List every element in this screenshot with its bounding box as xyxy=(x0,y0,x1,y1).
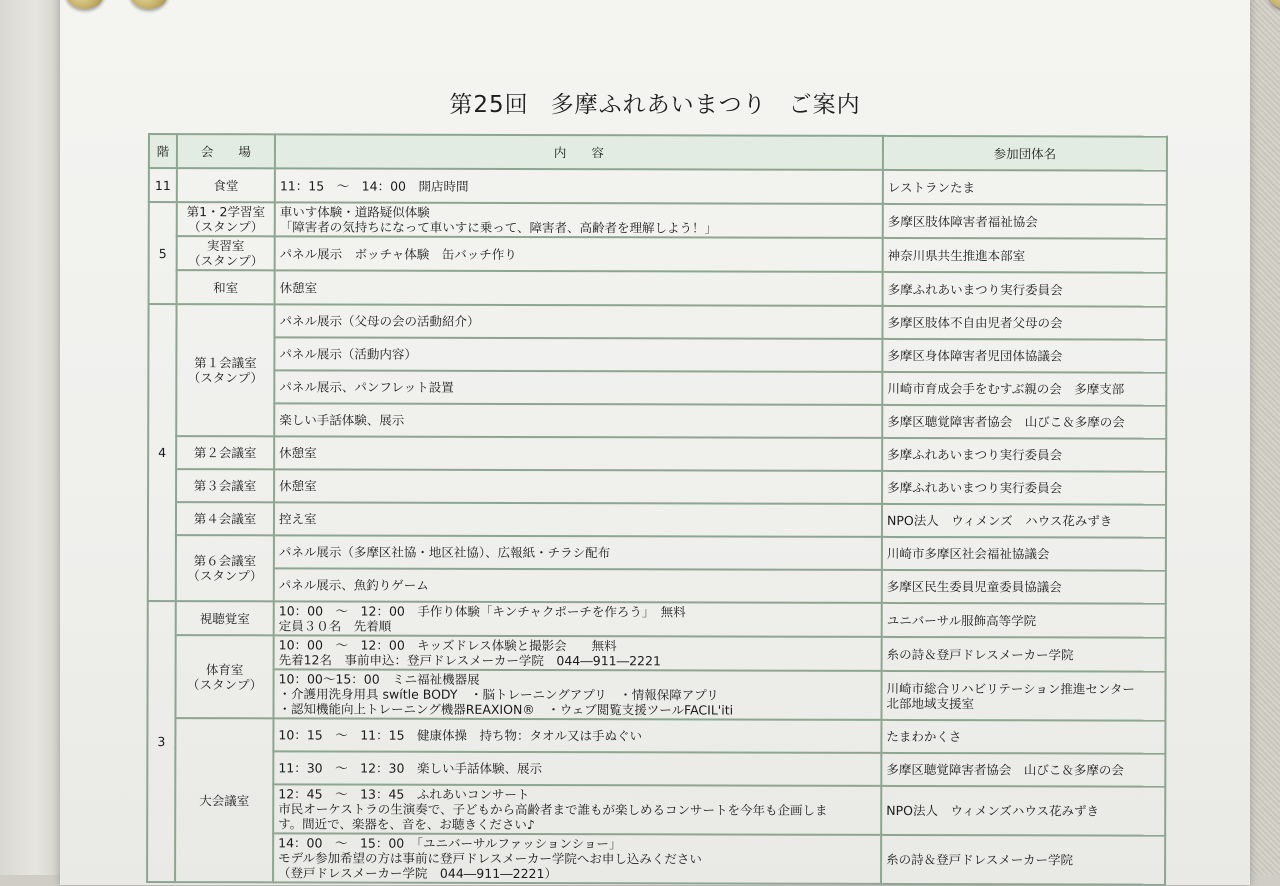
org-cell: 多摩ふれあいまつり実行委員会 xyxy=(882,471,1166,505)
wall-left xyxy=(0,0,60,875)
table-row xyxy=(148,568,1166,604)
content-cell: 10：00～15：00 ミニ福祉機器展 ・介護用洗身用具 swítle BODY ・脳トレーニングアプリ ・情報保障アプリ ・認知機能向上トレーニング機器REAXION® ・ウェブ閲覧支援ツールFACIL'iti xyxy=(273,669,881,720)
table-row xyxy=(148,337,1166,373)
table-row xyxy=(147,751,1165,787)
org-cell: 多摩区肢体不自由児者父母の会 xyxy=(882,306,1166,340)
room-cell: 第２会議室 xyxy=(176,436,274,469)
magnet-icon xyxy=(130,0,168,9)
table-row xyxy=(148,635,1166,672)
table-row xyxy=(149,270,1167,307)
table-row xyxy=(148,370,1166,406)
room-cell: 第1・2学習室 （スタンプ） xyxy=(177,202,275,236)
header-content: 内 容 xyxy=(275,134,883,170)
content-cell: 10：00 ～ 12：00 キッズドレス体験と撮影会 無料 先着12名 事前申込：登戸ドレスメーカー学院 044―911―2221 xyxy=(274,635,882,671)
org-cell: レストランたま xyxy=(883,170,1167,205)
org-cell: 川崎市育成会手をむすぶ親の会 多摩支部 xyxy=(882,372,1166,406)
org-cell: 糸の詩＆登戸ドレスメーカー学院 xyxy=(882,637,1166,672)
page-title xyxy=(60,86,1250,119)
header-floor: 階 xyxy=(149,134,177,168)
content-cell: 12：45 ～ 13：45 ふれあいコンサート 市民オーケストラの生演奏で、子どもから高齢者まで誰もが楽しめるコンサートを今年も企画しま す。間近で、楽器を、音を、お聴きください♪ xyxy=(273,784,881,835)
org-cell: NPO法人 ウィメンズ ハウス花みずき xyxy=(882,504,1166,538)
content-cell: 11：30 ～ 12：30 楽しい手話体験、展示 xyxy=(273,751,881,786)
room-cell: 第４会議室 xyxy=(176,502,274,535)
org-cell: 多摩区聴覚障害者協会 山びこ＆多摩の会 xyxy=(882,405,1166,439)
table-row xyxy=(149,168,1167,205)
content-cell: パネル展示 ボッチャ体験 缶バッチ作り xyxy=(275,236,883,272)
room-cell: 実習室 （スタンプ） xyxy=(177,236,275,270)
floor-cell: 3 xyxy=(147,601,176,882)
content-cell: パネル展示（活動内容） xyxy=(274,337,882,372)
title-guide: ご案内 xyxy=(788,92,861,118)
content-cell: パネル展示（多摩区社協・地区社協）、広報紙・チラシ配布 xyxy=(274,535,882,570)
content-cell: パネル展示、パンフレット設置 xyxy=(274,370,882,405)
content-cell: パネル展示、魚釣りゲーム xyxy=(274,568,882,603)
table-row xyxy=(148,502,1166,538)
content-cell: 車いす体験・道路疑似体験 「障害者の気持ちになって車いすに乗って、障害者、高齢者を理解しよう！」 xyxy=(275,202,883,238)
org-cell: 川崎市総合リハビリテーション推進センター 北部地域支援室 xyxy=(881,671,1165,721)
table-row xyxy=(148,436,1166,472)
content-cell: 休憩室 xyxy=(275,270,883,306)
title-event: 多摩ふれあいまつり xyxy=(550,92,767,118)
org-cell: ユニバーサル服飾高等学院 xyxy=(882,603,1166,638)
floor-cell: 5 xyxy=(149,202,177,304)
content-cell: 14：00 ～ 15：00 「ユニバーサルファッションショー」 モデル参加希望の方は事前に登戸ドレスメーカー学院へお申し込みください （登戸ドレスメーカー学院 044―911―2221） xyxy=(273,833,881,884)
content-cell: 10：15 ～ 11：15 健康体操 持ち物：タオル又は手ぬぐい xyxy=(273,718,881,753)
org-cell: たまわかくさ xyxy=(881,720,1165,754)
content-cell: 休憩室 xyxy=(274,469,882,504)
room-cell: 大会議室 xyxy=(175,718,273,882)
table-row xyxy=(148,403,1166,439)
table-row xyxy=(147,784,1165,836)
room-cell: 第６会議室 （スタンプ） xyxy=(176,535,274,601)
table-row xyxy=(149,202,1167,239)
guide-table xyxy=(146,133,1168,886)
magnet-icon xyxy=(66,0,104,9)
floor-cell: 11 xyxy=(149,168,177,202)
table-row xyxy=(147,833,1165,885)
org-cell: 多摩区聴覚障害者協会 山びこ＆多摩の会 xyxy=(881,753,1165,787)
org-cell: NPO法人 ウィメンズハウス花みずき xyxy=(881,786,1165,836)
content-cell: 10：00 ～ 12：00 手作り体験「キンチャクポーチを作ろう」 無料 定員３０名 先着順 xyxy=(274,601,882,637)
org-cell: 多摩ふれあいまつり実行委員会 xyxy=(882,438,1166,472)
content-cell: 控え室 xyxy=(274,502,882,537)
table-row xyxy=(149,236,1167,273)
room-cell: 食堂 xyxy=(177,168,275,202)
room-cell: 第１会議室 （スタンプ） xyxy=(176,304,274,436)
title-edition: 第25回 xyxy=(449,92,529,118)
org-cell: 多摩区肢体障害者福祉協会 xyxy=(883,204,1167,239)
room-cell: 体育室 （スタンプ） xyxy=(175,635,273,718)
org-cell: 神奈川県共生推進本部室 xyxy=(883,238,1167,273)
header-org: 参加団体名 xyxy=(883,136,1167,171)
content-cell: 休憩室 xyxy=(274,436,882,471)
content-cell: 楽しい手話体験、展示 xyxy=(274,403,882,438)
header-venue: 会 場 xyxy=(177,134,275,168)
room-cell: 第３会議室 xyxy=(176,469,274,502)
org-cell: 多摩ふれあいまつり実行委員会 xyxy=(883,272,1167,307)
table-row xyxy=(148,469,1166,505)
org-cell: 糸の詩＆登戸ドレスメーカー学院 xyxy=(881,835,1165,885)
content-cell: パネル展示（父母の会の活動紹介） xyxy=(274,304,882,339)
room-cell: 視聴覚室 xyxy=(176,601,274,635)
org-cell: 川崎市多摩区社会福祉協議会 xyxy=(882,537,1166,571)
content-cell: 11：15 ～ 14：00 開店時間 xyxy=(275,168,883,204)
room-cell: 和室 xyxy=(177,270,275,304)
floor-cell: 4 xyxy=(148,304,177,601)
org-cell: 多摩区民生委員児童委員協議会 xyxy=(882,570,1166,604)
org-cell: 多摩区身体障害者児団体協議会 xyxy=(882,339,1166,373)
table-row xyxy=(148,601,1166,638)
table-row xyxy=(147,718,1165,754)
table-row xyxy=(148,535,1166,571)
table-row xyxy=(148,304,1166,340)
table-header xyxy=(149,134,1167,171)
table-row xyxy=(147,669,1165,721)
